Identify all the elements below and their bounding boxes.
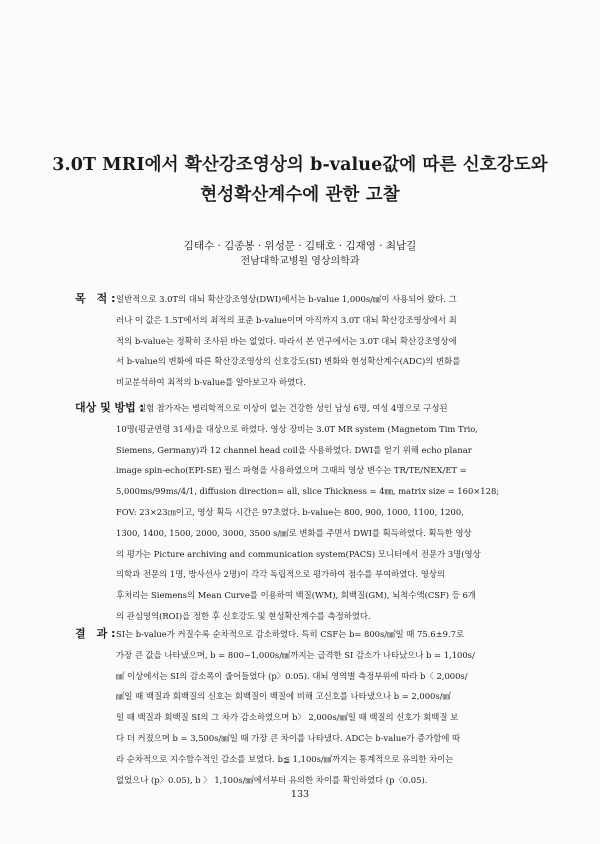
results-line: 라 순차적으로 지수함수적인 감소를 보였다. b≦ 1,100s/㎟까지는 통계적으로 유의한 차이는: [116, 753, 454, 764]
page-number: 133: [290, 789, 310, 800]
methods-line: 의 평가는 Picture archiving and communication system(PACS) 모니터에서 전문가 3명(영상: [116, 548, 481, 559]
results-line: ㎟ 이상에서는 SI의 감소폭이 줄어들었다 (p〉0.05). 대뇌 영역별 측정부위에 따라 b〈 2,000s/: [116, 670, 468, 681]
objective-body: [75, 289, 545, 393]
objective-line: 러나 이 값은 1.5T에서의 최적의 표준 b-value이며 아직까지 3.0T 대뇌 확산강조영상에서 최: [116, 314, 457, 325]
results-line: 일 때 백질과 회백질 SI의 그 차가 감소하였으며 b〉 2,000s/㎟일 때 백질의 신호가 회백질 보: [116, 712, 459, 723]
paper-title: [20, 150, 580, 210]
methods-line: 10명(평균연령 31세)을 대상으로 하였다. 영상 장비는 3.0T MR system (Magnetom Tim Trio,: [116, 423, 478, 434]
author-list: 김태수 · 김종봉 · 위성문 · 김태호 · 김재영 · 최남길: [183, 240, 417, 252]
methods-line: FOV: 23×23㎝이고, 영상 획득 시간은 97초였다. b-value는 800, 900, 1000, 1100, 1200,: [116, 506, 464, 517]
results-body: [75, 624, 545, 790]
methods-body: [75, 398, 545, 627]
methods-line: image spin-echo(EPI-SE) 펄스 파형을 사용하였으며 그때의 영상 변수는 TR/TE/NEX/ET =: [116, 465, 467, 476]
results-line: 가장 큰 값을 나타냈으며, b = 800~1,000s/㎟까지는 급격한 SI 감소가 나타났으나 b = 1,100s/: [116, 649, 475, 660]
methods-label: 대상 및 방법 :: [75, 401, 145, 414]
objective-line: 일반적으로 3.0T의 대뇌 확산강조영상(DWI)에서는 b-value 1,000s/㎟이 사용되어 왔다. 그: [116, 294, 457, 304]
title-line-1: 3.0T MRI에서 확산강조영상의 b-value값에 따른 신호강도와: [52, 155, 548, 175]
methods-line: 1300, 1400, 1500, 2000, 3000, 3500 s/㎟로 변화를 주면서 DWI를 획득하였다. 획득한 영상: [116, 527, 472, 538]
results-line: ㎟일 때 백질과 회백질의 신호는 회백질이 백질에 비해 고신호를 나타냈으나 b = 2,000s/㎟: [116, 691, 451, 702]
methods-line: 의 관심영역(ROI)을 정한 후 신호강도 및 현성확산계수를 측정하였다.: [116, 610, 371, 621]
title-line-2: 현성확산계수에 관한 고찰: [200, 185, 400, 205]
methods-line: 5,000ms/99ms/4/1, diffusion direction= all, slice Thickness = 4㎜, matrix size = 160×128;: [116, 486, 500, 497]
objective-line: 적의 b-value는 정확히 조사된 바는 없었다. 따라서 본 연구에서는 3.0T 대뇌 확산강조영상에: [116, 335, 457, 346]
methods-line: 후처리는 Siemens의 Mean Curve를 이용하여 백질(WM), 회백질(GM), 뇌척수액(CSF) 등 6개: [116, 590, 476, 601]
methods-line: 의학과 전문의 1명, 방사선사 2명)이 각각 독립적으로 평가하여 점수를 부여하였다. 영상의: [116, 569, 446, 580]
affiliation: 전남대학교병원 영상의학과: [240, 256, 360, 267]
methods-line: 실험 참가자는 병리학적으로 이상이 없는 건강한 성인 남성 6명, 여성 4명으로 구성된: [138, 403, 448, 413]
objective-label: 목 적 :: [75, 292, 116, 305]
results-line: 다 더 커졌으며 b = 3,500s/㎟일 때 가장 큰 차이를 나타냈다. ADC는 b-value가 증가함에 따: [116, 732, 461, 743]
results-line: SI는 b-value가 커질수록 순차적으로 감소하였다. 특히 CSF는 b= 800s/㎟일 때 75.6±9.7로: [116, 629, 465, 639]
methods-line: Siemens, Germany)과 12 channel head coil을 사용하였다. DWI를 얻기 위해 echo planar: [116, 444, 472, 455]
objective-line: 비교분석하여 최적의 b-value를 알아보고자 하였다.: [116, 377, 306, 388]
objective-line: 서 b-value의 변화에 따른 확산강조영상의 신호강도(SI) 변화와 현성확산계수(ADC)의 변화를: [116, 356, 461, 367]
results-label: 결 과 :: [75, 627, 116, 640]
results-line: 없었으나 (p〉0.05), b 〉 1,100s/㎟에서부터 유의한 차이를 확인하였다 (p〈0.05).: [116, 774, 428, 785]
